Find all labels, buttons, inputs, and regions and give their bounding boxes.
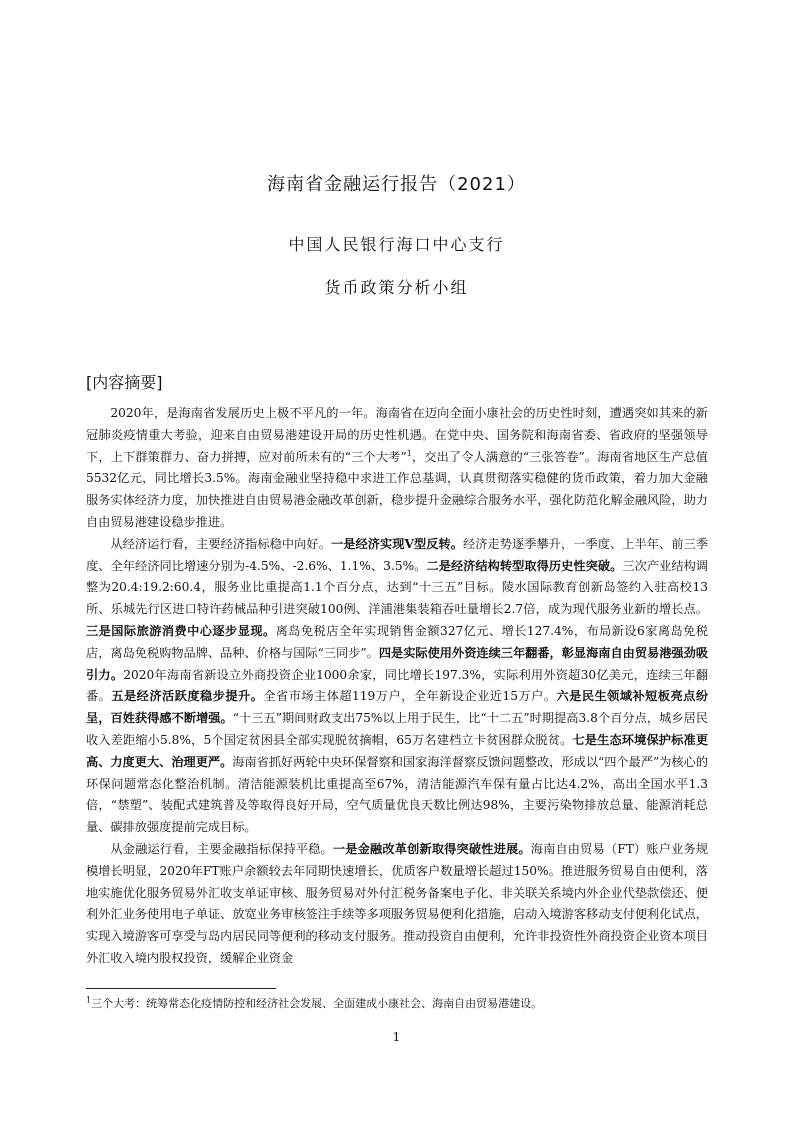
paragraph-2 (86, 534, 708, 839)
p2-text: 从经济运行看，主要经济指标稳中向好。 (110, 536, 331, 551)
p2-text: 离岛免税店全年实现销售金额327亿元、增长127.4%，布局新设6家离岛免税店，离岛免税购物品牌、品种、价格与国际“三同步”。 (86, 623, 708, 660)
p2-bold: 三是国际旅游消费中心逐步显现。 (86, 623, 276, 638)
paragraph-3 (86, 839, 708, 970)
p3-bold: 一是金融改革创新取得突破性进展。 (332, 841, 531, 856)
p2-text: 经济走势逐季攀升，一季度、上半年、前三季度、全年经济同比增速分别为-4.5%、-2.6%、1.1%、3.5%。 (86, 536, 709, 573)
section-heading: [内容摘要] (86, 373, 163, 392)
paragraph-1-text-b: ，交出了令人满意的“三张答卷”。海南省地区生产总值5532亿元，同比增长3.5%。海南金融业坚持稳中求进工作总基调，认真贯彻落实稳健的货币政策，着力加大金融服务实体经济力度，加快推进自由贸易港金融改革创新，稳步提升金融综合服务水平，强化防范化解金融风险，助力自由贸易港建设稳步推进。 (86, 449, 708, 529)
p2-bold: 一是经济实现V型反转。 (330, 536, 464, 551)
p2-text: 三次产业结构调整为20.4:19.2:60.4，服务业比重提高1.1个百分点，达到“十三五”目标。陵水国际教育创新岛签约入驻高校13所、乐城先行区进口特许药械品种引进突破100例、洋浦港集装箱吞吐量增长2.7倍，成为现代服务业新的增长点。 (86, 558, 709, 617)
footnote-number: 1 (86, 995, 92, 1005)
p2-bold: 二是经济结构转型取得历史性突破。 (426, 558, 623, 573)
p2-bold: 五是经济活跃度稳步提升。 (111, 689, 264, 704)
author-organization: 中国人民银行海口中心支行 (288, 235, 505, 254)
report-title: 海南省金融运行报告（2021） (267, 174, 526, 195)
p3-text: 海南自由贸易（FT）账户业务规模增长明显，2020年FT账户余额较去年同期快速增长，优质客户数量增长超过150%。推进服务贸易自由便利，落地实施优化服务贸易外汇收支单证审核、服务贸易对外付汇税务备案电子化、非关联关系境内外企业代垫款偿还、便利外汇业务使用电子单证、放宽业务审核签注手续等多项服务贸易便利化措施，启动入境游客移动支付便利化试点，实现入境游客可享受与岛内居民同等便利的移动支付服务。推动投资自由便利，允许非投资性外商投资企业资本项目外汇收入境内股权投资，缓解企业资金 (86, 841, 709, 965)
paragraph-1-text-a: 2020年，是海南省发展历史上极不平凡的一年。海南省在迈向全面小康社会的历史性时刻，遭遇突如其来的新冠肺炎疫情重大考验，迎来自由贸易港建设开局的历史性机遇。在党中央、国务院和海南省委、省政府的坚强领导下，上下群策群力、奋力拼搏，应对前所未有的“三个大考” (86, 406, 708, 464)
footnote-ref[interactable]: 1 (406, 448, 412, 458)
footnote-text: 三个大考：统筹常态化疫情防控和经济社会发展、全面建成小康社会、海南自由贸易港建设。 (91, 997, 543, 1010)
p2-text: “十三五”期间财政支出75%以上用于民生，比“十二五”时期提高3.8个百分点，城乡居民收入差距缩小5.8%，5个国定贫困县全部实现脱贫摘帽，65万名建档立卡贫困群众脱贫。 (86, 711, 709, 747)
p2-text: 全省市场主体超119万户，全年新设企业近15万户。 (263, 689, 557, 704)
summary-body (86, 403, 708, 970)
p2-bold: 七是生态环境保护标准更高、力度更大、治理更严。 (86, 732, 709, 769)
p2-text: 海南省抓好两轮中央环保督察和国家海洋督察反馈问题整改，形成以“四个最严”为核心的环保问题常态化整治机制。清洁能源装机比重提高至67%，清洁能源汽车保有量占比达4.2%，高出全国水平1.3倍，“禁塑”、装配式建筑普及等取得良好开局，空气质量优良天数比例达98%，主要污染物排放总量、能源消耗总量、碳排放强度提前完成目标。 (86, 754, 709, 835)
p2-text: 2020年海南省新设立外商投资企业1000余家，同比增长197.3%，实际利用外资超30亿美元，连续三年翻番。 (86, 667, 708, 704)
p2-bold: 四是实际使用外资连续三年翻番，彰显海南自由贸易港强劲吸引力。 (86, 645, 709, 682)
p2-bold: 六是民生领域补短板亮点纷呈，百姓获得感不断增强。 (86, 689, 709, 726)
footnote-divider (86, 988, 276, 989)
author-group: 货币政策分析小组 (324, 278, 469, 297)
footnote (86, 996, 708, 1012)
p3-text: 从金融运行看，主要金融指标保持平稳。 (110, 841, 333, 856)
paragraph-1 (86, 403, 708, 534)
page-number: 1 (392, 1030, 401, 1044)
